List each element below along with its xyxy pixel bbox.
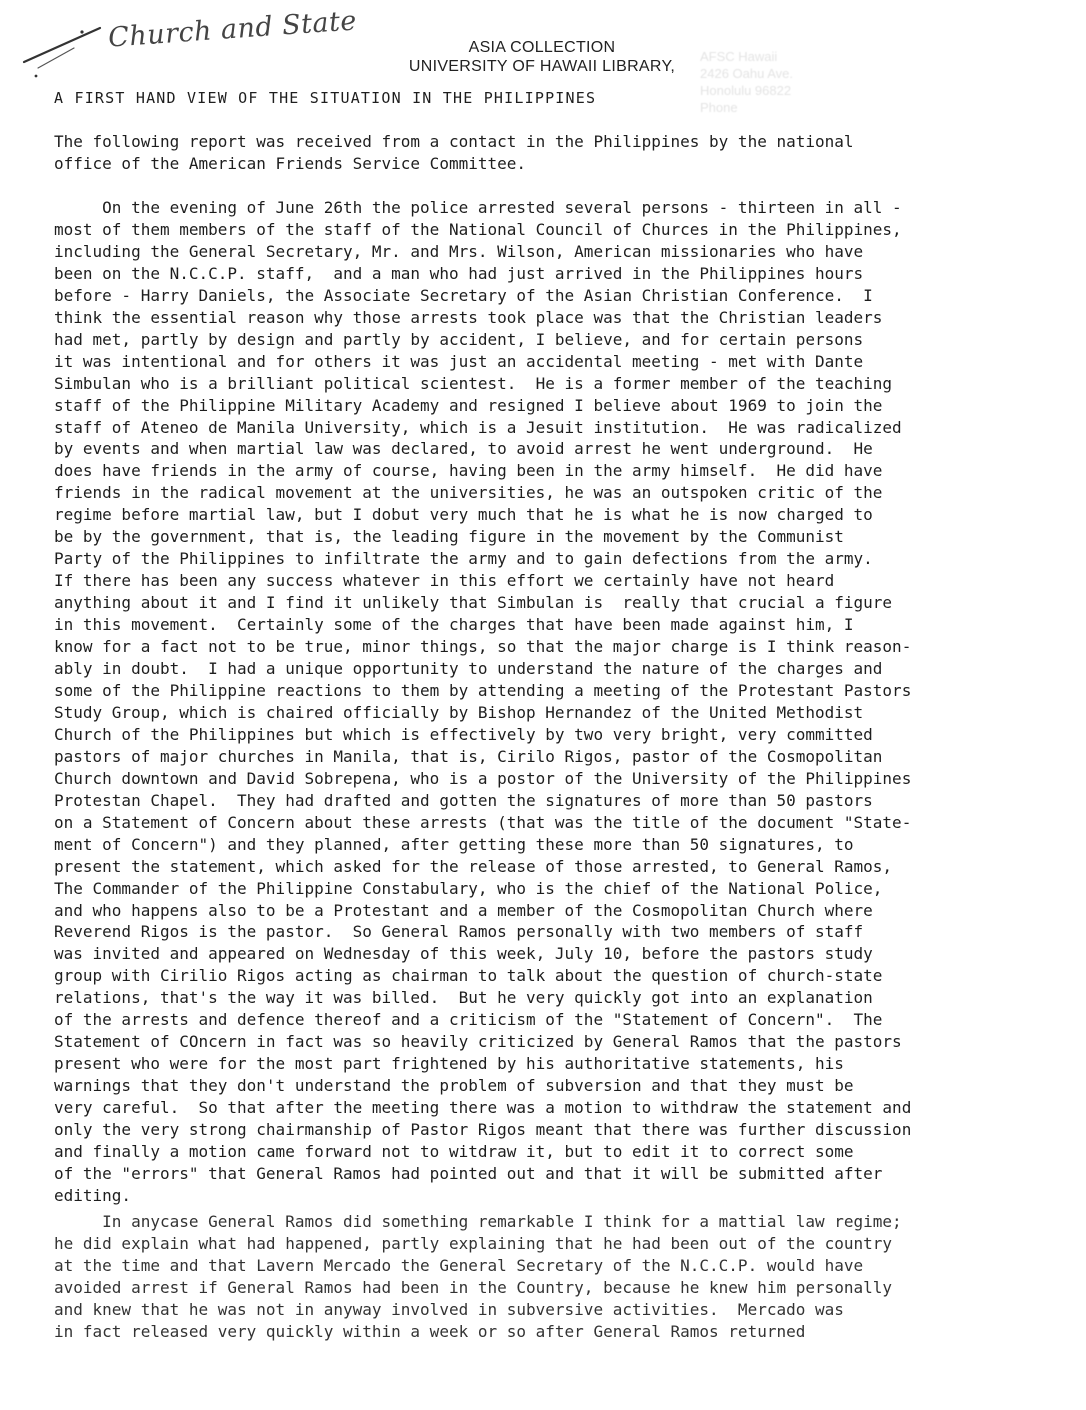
body-paragraph-1: On the evening of June 26th the police arrested several persons - thirteen in all - most of them members of the staff of the National Council of Churces in the Philippines, including the General Secretary, Mr. and Mrs. Wilson, American missionaries who have been on the N.C.C.P. staff, and a man who had just arrived in the Philippines hours before - Harry Daniels, the Associate Secretary of the Asian Christian Conference. I think the essential reason why those arrests took place was that the Christian leaders had met, partly by design and partly by accident, I believe, and for certain persons it was intentional and for others it was just an accidental meeting - met with Dante Simbulan who is a brilliant political scientest. He is a former member of the teaching staff of the Philippine Military Academy and resigned I believe about 1969 to join the staff of Ateneo de Manila University, which is a Jesuit institution. He was radicalized by events and when martial law was declared, to avoid arrest he went underground. He does have friends in the army of course, having been in the army himself. He did have friends in the radical movement at the universities, he was an outspoken critic of the regime before martial law, but I dobut very much that he is what he is now charged to be by the government, that is, the leading figure in the movement by the Communist Party of the Philippines to infiltrate the army and to gain defections from the army. If there has been any success whatever in this effort we certainly have not heard anything about it and I find it unlikely that Simbulan is really that crucial a figure in this movement. Certainly some of the charges that have been made against him, I know for a fact not to be true, minor things, so that the major charge is I think reason- ably in doubt. I had a unique opportunity to understand the nature of the charges and some of the Philippine reactions to them by attending a meeting of the Protestant Pastors Study Group, which is chaired officially by Bishop Hernandez of the United Methodist Church of the Philippines but which is effectively by two very bright, very committed pastors of major churches in Manila, that is, Cirilo Rigos, pastor of the Cosmopolitan Church downtown and David Sobrepena, who is a postor of the University of the Philippines Protestan Chapel. They had drafted and gotten the signatures of more than 50 pastors on a Statement of Concern about these arrests (that was the title of the document "State- ment of Concern") and they planned, after getting these more than 50 signatures, to present the statement, which asked for the release of those arrested, to General Ramos, The Commander of the Philippine Constabulary, who is the chief of the National Police, and who happens also to be a Protestant and a member of the Cosmopolitan Church where Reverend Rigos is the pastor. So General Ramos personally with two members of staff was invited and appeared on Wednesday of this week, July 10, before the pastors study group with Cirilio Rigos acting as chairman to talk about the question of church-state relations, that's the way it was billed. But he very quickly got into an explanation of the arrests and defence thereof and a criticism of the "Statement of Concern". The Statement of COncern in fact was so heavily criticized by General Ramos that the pastors present who were for the most part frightened by his authoritative statements, his warnings that they don't understand the problem of subversion and that they must be very careful. So that after the meeting there was a motion to withdraw the statement and only the very strong chairmanship of Pastor Rigos meant that there was further discussion and finally a motion came forward not to witdraw it, but to edit it to correct some of the "errors" that General Ramos had pointed out and that it will be submitted after editing. — [54, 198, 912, 1205]
faded-line-4: Phone — [700, 100, 738, 115]
stamp-line-1: ASIA COLLECTION — [468, 39, 616, 56]
body-paragraph-2: In anycase General Ramos did something remarkable I think for a mattial law regime; he did explain what had happened, partly explaining that he had been out of the country at the time and that Lavern Mercado the General Secretary of the N.C.C.P. would have avoided arrest if General Ramos had been in the Country, because he knew him personally and knew that he was not in anyway involved in subversive activities. Mercado was in fact released very quickly within a week or so after General Ramos returned — [54, 1212, 902, 1341]
faded-address-stamp — [700, 48, 880, 116]
pen-mark-icon — [20, 18, 110, 78]
intro-paragraph: The following report was received from a contact in the Philippines by the national office of the American Friends Service Committee. — [54, 132, 854, 173]
library-stamp — [392, 38, 692, 76]
document-title: A FIRST HAND VIEW OF THE SITUATION IN THE PHILIPPINES — [54, 89, 597, 107]
faded-line-2: 2426 Oahu Ave. — [700, 66, 794, 81]
faded-line-3: Honolulu 96822 — [700, 83, 792, 98]
stamp-line-2: UNIVERSITY OF HAWAII LIBRARY, — [408, 58, 676, 75]
faded-line-1: AFSC Hawaii — [700, 49, 778, 64]
handwritten-annotation: Church and State — [107, 5, 358, 54]
